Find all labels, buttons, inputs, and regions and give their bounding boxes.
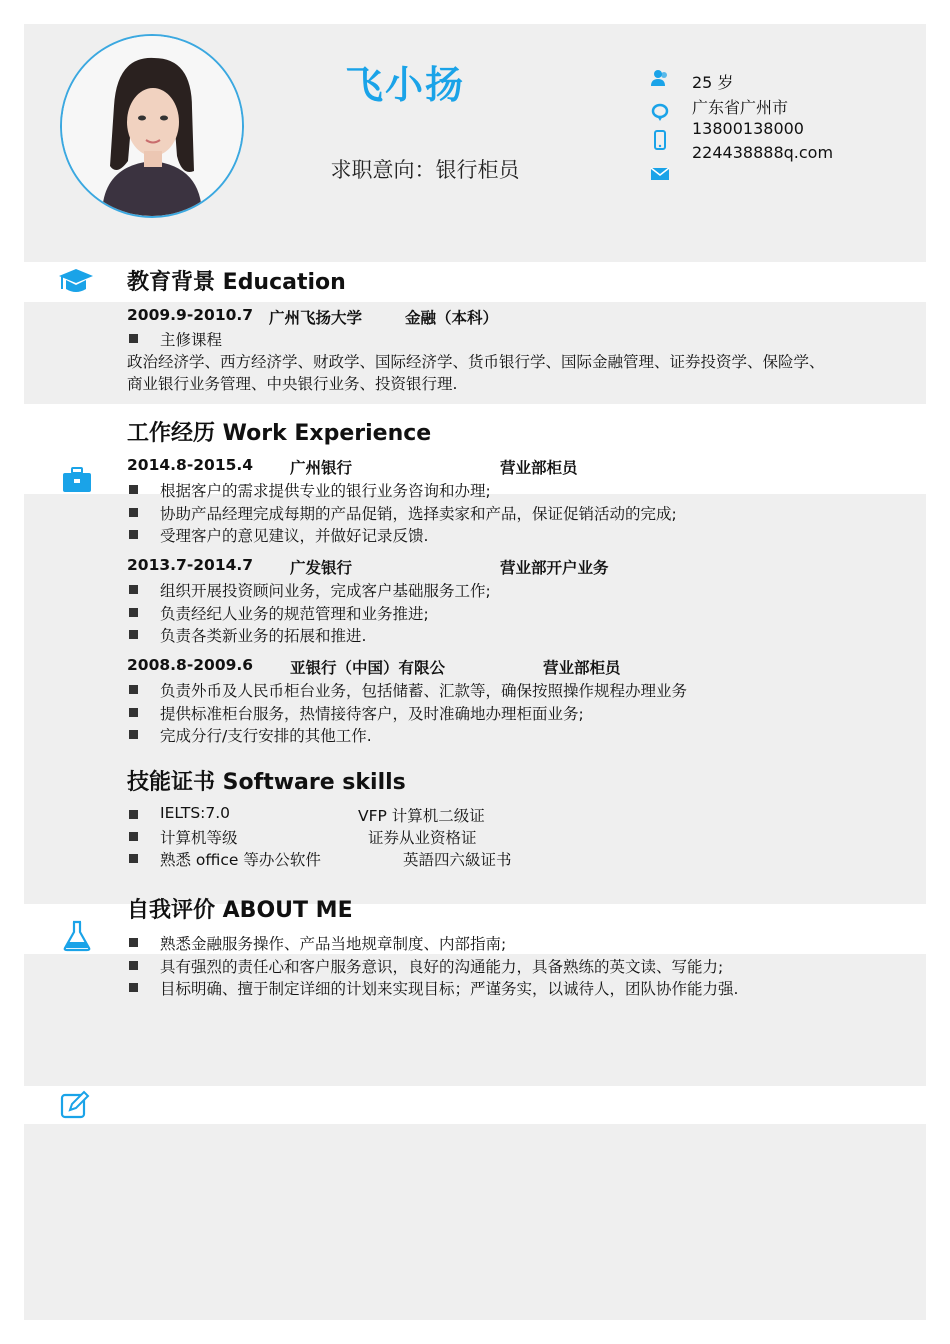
work-title: 工作经历 Work Experience xyxy=(127,421,432,446)
about-item-2: 具有强烈的责任心和客户服务意识，良好的沟通能力，具备熟练的英文读、写能力; xyxy=(160,958,724,976)
job-1-duty-2: 协助产品经理完成每期的产品促销，选择卖家和产品，保证促销活动的完成; xyxy=(160,505,677,523)
job-2-duty-3: 负责各类新业务的拓展和推进. xyxy=(160,627,367,645)
bullet-marker xyxy=(129,810,138,819)
bullet-marker xyxy=(129,961,138,970)
bullet-marker xyxy=(129,854,138,863)
job-1-period: 2014.8-2015.4 xyxy=(127,456,254,474)
job-2-duty-1: 组织开展投资顾问业务，完成客户基础服务工作; xyxy=(160,582,491,600)
about-item-3: 目标明确、擅于制定详细的计划来实现目标；严谨务实，以诚待人，团队协作能力强. xyxy=(160,980,739,998)
job-3-duty-3: 完成分行/支行安排的其他工作. xyxy=(160,727,372,745)
skill-1-left: IELTS:7.0 xyxy=(160,804,231,822)
avatar xyxy=(60,34,244,218)
education-school: 广州飞扬大学 xyxy=(269,309,363,327)
bullet-marker xyxy=(129,530,138,539)
location-pin-icon xyxy=(650,102,670,122)
phone-icon xyxy=(650,130,670,150)
about-title: 自我评价 ABOUT ME xyxy=(127,898,353,923)
job-3-duty-2: 提供标准柜台服务，热情接待客户，及时准确地办理柜面业务; xyxy=(160,705,584,723)
bullet-marker xyxy=(129,983,138,992)
job-3-role: 营业部柜员 xyxy=(543,659,621,677)
portrait-image xyxy=(62,36,242,216)
phone-text: 13800138000 xyxy=(692,119,804,138)
bullet-marker xyxy=(129,630,138,639)
job-2-company: 广发银行 xyxy=(290,559,353,577)
bottom-band xyxy=(24,1124,926,1320)
email-text: 224438888q.com xyxy=(692,143,834,162)
job-2-period: 2013.7-2014.7 xyxy=(127,556,254,574)
course-label: 主修课程 xyxy=(160,331,223,349)
users-icon xyxy=(650,68,670,88)
bullet-marker xyxy=(129,585,138,594)
bullet-marker xyxy=(129,730,138,739)
job-3-company: 亚银行（中国）有限公 xyxy=(290,659,446,677)
education-title: 教育背景 Education xyxy=(127,270,346,295)
job-1-duty-1: 根据客户的需求提供专业的银行业务咨询和办理; xyxy=(160,482,491,500)
job-intent: 求职意向：银行柜员 xyxy=(330,158,520,182)
edit-icon xyxy=(60,1090,90,1120)
job-2-role: 营业部开户业务 xyxy=(500,559,609,577)
job-1-role: 营业部柜员 xyxy=(500,459,578,477)
skill-3-right: 英語四六級证书 xyxy=(403,851,512,869)
bullet-marker xyxy=(129,608,138,617)
bullet-marker xyxy=(129,508,138,517)
graduation-cap-icon xyxy=(58,266,94,298)
bullet-marker xyxy=(129,708,138,717)
skill-1-right: VFP 计算机二级证 xyxy=(358,807,485,825)
courses-line-1: 政治经济学、西方经济学、财政学、国际经济学、货币银行学、国际金融管理、证券投资学、保险学、 xyxy=(127,353,825,371)
job-3-period: 2008.8-2009.6 xyxy=(127,656,254,674)
courses-line-2: 商业银行业务管理、中央银行业务、投资银行理. xyxy=(127,375,458,393)
job-2-duty-2: 负责经纪人业务的规范管理和业务推进; xyxy=(160,605,429,623)
briefcase-icon xyxy=(62,466,92,494)
mail-icon xyxy=(650,164,670,184)
education-period: 2009.9-2010.7 xyxy=(127,306,254,324)
bullet-marker xyxy=(129,685,138,694)
about-item-1: 熟悉金融服务操作、产品当地规章制度、内部指南; xyxy=(160,935,507,953)
bullet-marker xyxy=(129,832,138,841)
bullet-marker xyxy=(129,485,138,494)
job-1-company: 广州银行 xyxy=(290,459,353,477)
bullet-marker xyxy=(129,334,138,343)
skill-2-left: 计算机等级 xyxy=(160,829,238,847)
bullet-marker xyxy=(129,938,138,947)
candidate-name: 飞小扬 xyxy=(344,63,465,107)
location-text: 广东省广州市 xyxy=(692,98,789,117)
education-major: 金融（本科） xyxy=(405,309,499,327)
skill-2-right: 证券从业资格证 xyxy=(368,829,477,847)
age-text: 25 岁 xyxy=(692,73,734,92)
flask-icon xyxy=(62,920,92,952)
skills-title: 技能证书 Software skills xyxy=(127,770,406,795)
skill-3-left: 熟悉 office 等办公软件 xyxy=(160,851,321,869)
job-1-duty-3: 受理客户的意见建议，并做好记录反馈. xyxy=(160,527,429,545)
job-3-duty-1: 负责外币及人民币柜台业务，包括储蓄、汇款等，确保按照操作规程办理业务 xyxy=(160,682,688,700)
